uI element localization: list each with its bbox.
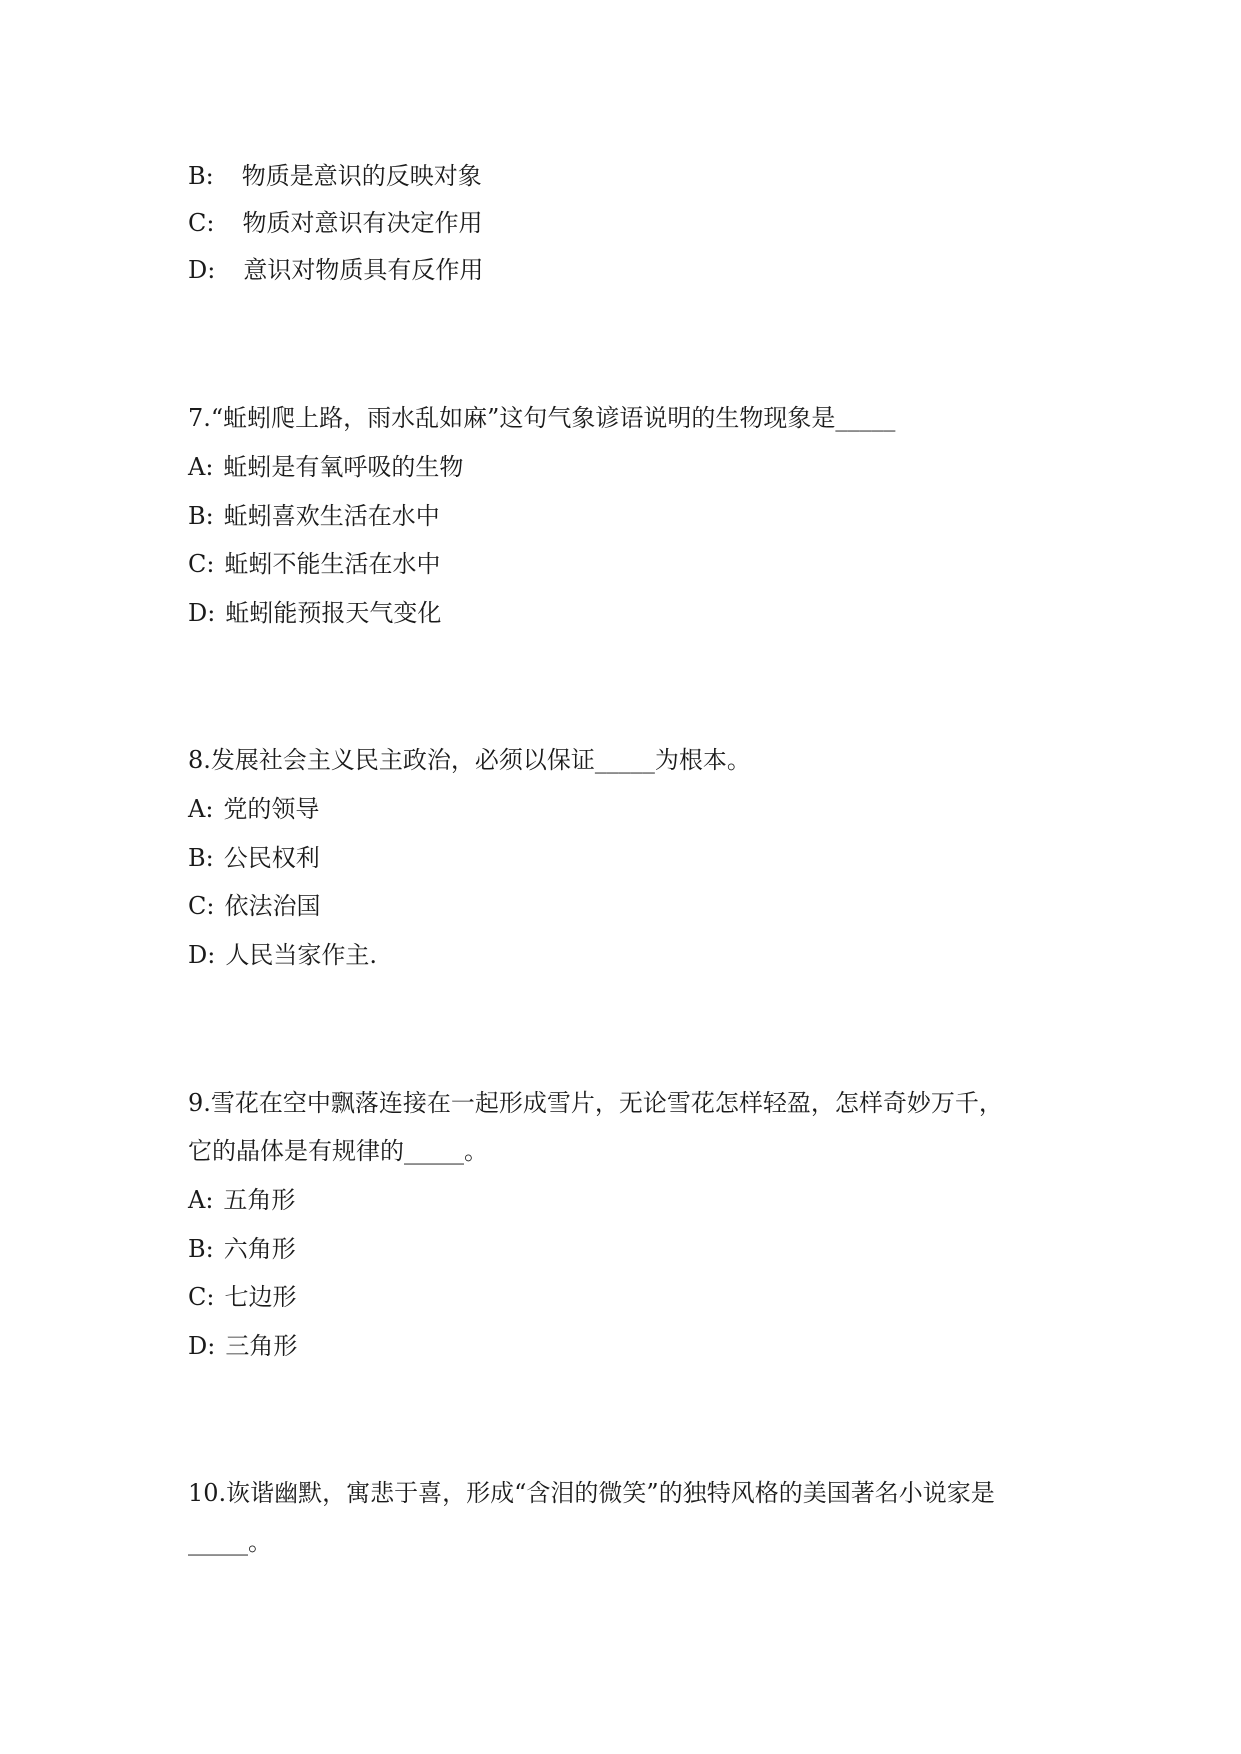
question-8-option-a — [188, 793, 319, 825]
option-letter: A: — [188, 1186, 214, 1214]
option-letter: D: — [188, 256, 216, 284]
option-letter: C: — [188, 550, 215, 578]
option-letter: D: — [188, 1332, 216, 1360]
option-letter: A: — [188, 453, 214, 481]
option-letter: C: — [188, 209, 215, 237]
question-9-option-a — [188, 1184, 295, 1216]
question-7-stem: 7.“蚯蚓爬上路，雨水乱如麻”这句气象谚语说明的生物现象是_____ — [188, 404, 896, 432]
option-fragment-b — [188, 160, 482, 192]
question-7-option-d — [188, 597, 441, 629]
option-text: 依法治国 — [224, 892, 321, 920]
option-letter: A: — [188, 795, 214, 823]
option-text: 蚯蚓是有氧呼吸的生物 — [223, 453, 464, 481]
option-text: 人民当家作主. — [225, 941, 377, 969]
option-text: 物质是意识的反映对象 — [241, 162, 482, 190]
option-text: 三角形 — [225, 1332, 298, 1360]
question-9-option-c — [188, 1281, 296, 1313]
option-text: 党的领导 — [223, 795, 320, 823]
question-9-option-d — [188, 1330, 297, 1362]
question-7-option-c — [188, 548, 440, 580]
option-text: 七边形 — [224, 1283, 297, 1311]
option-letter: B: — [188, 1235, 214, 1263]
option-letter: B: — [188, 502, 214, 530]
option-fragment-d — [188, 254, 483, 286]
question-9-option-b — [188, 1233, 296, 1265]
option-letter: C: — [188, 892, 215, 920]
option-fragment-c — [188, 207, 482, 239]
option-letter: D: — [188, 941, 216, 969]
question-8-stem: 8.发展社会主义民主政治，必须以保证_____为根本。 — [188, 746, 751, 774]
question-10-stem-line-2: _____。 — [188, 1528, 272, 1556]
option-text: 蚯蚓能预报天气变化 — [225, 599, 442, 627]
option-letter: C: — [188, 1283, 215, 1311]
question-8-option-c — [188, 890, 320, 922]
option-letter: B: — [188, 162, 214, 190]
question-8-option-b — [188, 842, 320, 874]
question-10-stem-line-1: 10.诙谐幽默，寓悲于喜，形成“含泪的微笑”的独特风格的美国著名小说家是 — [188, 1479, 995, 1507]
question-7-option-a — [188, 451, 463, 483]
question-7-option-b — [188, 500, 440, 532]
question-8-option-d — [188, 939, 377, 971]
option-text: 五角形 — [223, 1186, 296, 1214]
option-text: 蚯蚓不能生活在水中 — [224, 550, 441, 578]
question-9-stem-line-2: 它的晶体是有规律的_____。 — [188, 1137, 488, 1165]
option-letter: D: — [188, 599, 216, 627]
option-letter: B: — [188, 844, 214, 872]
option-text: 蚯蚓喜欢生活在水中 — [223, 502, 440, 530]
option-text: 物质对意识有决定作用 — [242, 209, 483, 237]
option-text: 公民权利 — [223, 844, 320, 872]
question-9-stem-line-1: 9.雪花在空中飘落连接在一起形成雪片，无论雪花怎样轻盈，怎样奇妙万千， — [188, 1089, 1003, 1117]
option-text: 意识对物质具有反作用 — [243, 256, 484, 284]
option-text: 六角形 — [223, 1235, 296, 1263]
